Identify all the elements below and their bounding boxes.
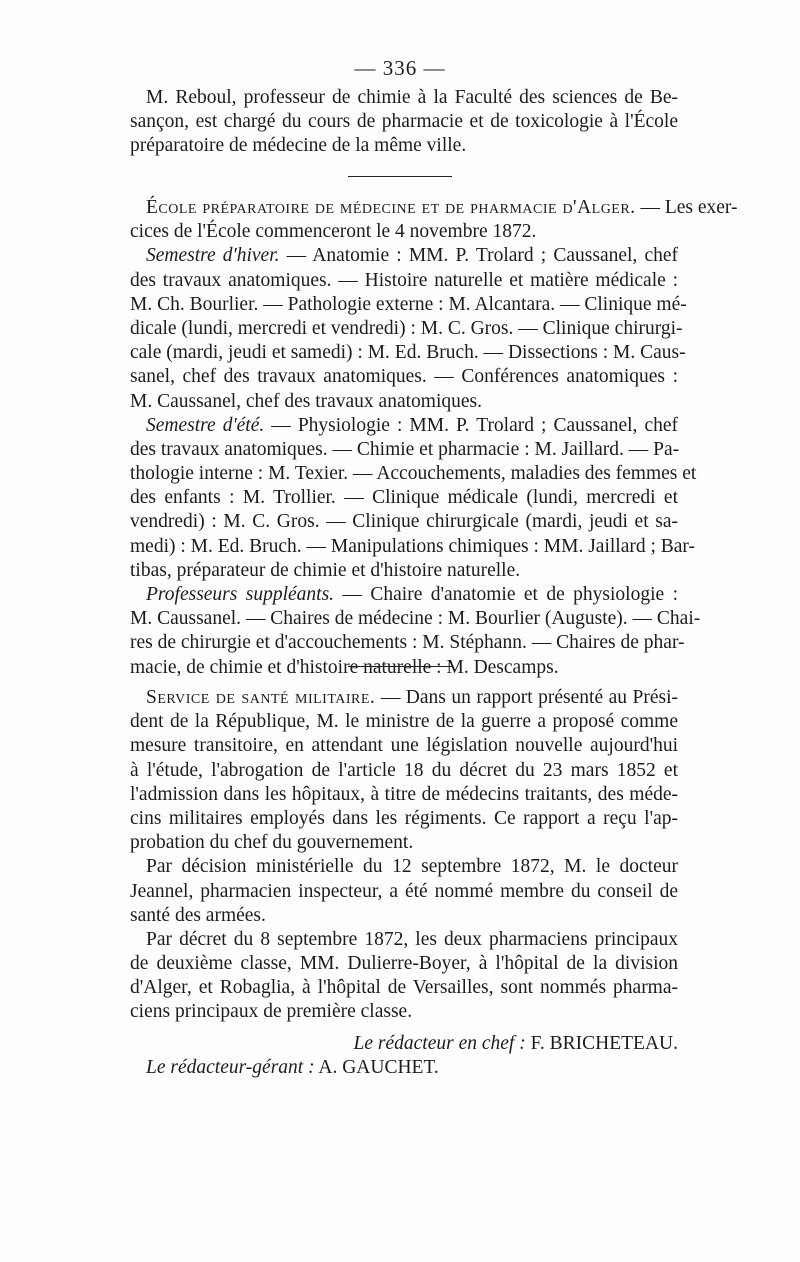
section-divider [348,666,452,667]
text-line: d'Alger, et Robaglia, à l'hôpital de Versailles, sont nommés pharma- [130,977,678,999]
signature-redacteur-en-chef [354,1033,678,1055]
semestre-ete-label: Semestre d'été. [146,414,265,436]
text-line: sanel, chef des travaux anatomiques. — Conférences anatomiques : [130,366,678,388]
text-line: mesure transitoire, en attendant une législation nouvelle aujourd'hui [130,735,678,757]
page-number: — 336 — [354,56,446,80]
text-line: santé des armées. [130,904,266,926]
text-line: M. Caussanel. — Chaires de médecine : M. Bourlier (Auguste). — Chai- [130,608,701,630]
text-line: Semestre d'hiver. — Anatomie : MM. P. Trolard ; Caussanel, chef [146,245,679,267]
section-heading: Service de santé militaire. [146,687,376,708]
signature-label: Le rédacteur-gérant : [146,1057,315,1078]
text-line: dent de la République, M. le ministre de la guerre a proposé comme [130,711,678,733]
text-line: sançon, est chargé du cours de pharmacie et de toxicologie à l'École [130,111,678,133]
professeurs-suppleants-label: Professeurs suppléants. [146,584,335,605]
text-line: de deuxième classe, MM. Dulierre-Boyer, à l'hôpital de la division [130,953,678,975]
section-ecole-alger [130,196,738,680]
text-line: des travaux anatomiques. — Histoire naturelle et matière médicale : [130,269,678,291]
text-line: des travaux anatomiques. — Chimie et pharmacie : M. Jaillard. — Pa- [130,438,680,460]
text-line: Semestre d'été. — Physiologie : MM. P. Trolard ; Caussanel, chef [146,414,679,436]
text-line: à l'étude, l'abrogation de l'article 18 du décret du 23 mars 1852 et [130,759,678,781]
signature-redacteur-gerant [146,1057,439,1079]
text-line: tibas, préparateur de chimie et d'histoire naturelle. [130,559,521,581]
signature-name: A. GAUCHET. [318,1057,439,1078]
semestre-hiver-label: Semestre d'hiver. [146,245,280,267]
text-line: Jeannel, pharmacien inspecteur, a été nommé membre du conseil de [130,880,678,902]
text-line: macie, de chimie et d'histoire naturelle : M. Descamps. [130,656,559,678]
text-line: probation du chef du gouvernement. [130,832,414,854]
text-line: ciens principaux de première classe. [130,1001,413,1023]
text-line: cins militaires employés dans les régiments. Ce rapport a reçu l'ap- [130,807,678,829]
text-line: M. Reboul, professeur de chimie à la Faculté des sciences de Be- [146,87,678,108]
text-line: préparatoire de médecine de la même ville. [130,135,467,157]
text-line: vendredi) : M. C. Gros. — Clinique chirurgicale (mardi, jeudi et sa- [130,511,678,533]
text-line: Service de santé militaire. — Dans un rapport présenté au Prési- [146,687,679,708]
text-line: M. Caussanel, chef des travaux anatomiques. [130,390,482,412]
text-line: Par décret du 8 septembre 1872, les deux pharmaciens principaux [146,928,678,950]
text-line: cale (mardi, jeudi et samedi) : M. Ed. Bruch. — Dissections : M. Caus- [130,342,686,364]
section-sante-militaire [130,686,678,1025]
text-line: l'admission dans les hôpitaux, à titre de médecins traitants, des méde- [130,783,678,805]
text-line: res de chirurgie et d'accouchements : M. Stéphann. — Chaires de phar- [130,632,685,654]
text-line: École préparatoire de médecine et de pharmacie d'Alger. — Les exer- [146,197,738,218]
section-heading: École préparatoire de médecine et de pharmacie d'Alger. [146,197,636,218]
text-line: M. Ch. Bourlier. — Pathologie externe : M. Alcantara. — Clinique mé- [130,293,687,315]
text-line: medi) : M. Ed. Bruch. — Manipulations chimiques : MM. Jaillard ; Bar- [130,535,696,557]
text-line: des enfants : M. Trollier. — Clinique médicale (lundi, mercredi et [130,487,678,509]
signature-name: F. BRICHETEAU. [530,1033,678,1054]
text-line: thologie interne : M. Texier. — Accouchements, maladies des femmes et [130,463,697,485]
text-line: dicale (lundi, mercredi et vendredi) : M. C. Gros. — Clinique chirurgi- [130,317,683,339]
text-line: Par décision ministérielle du 12 septembre 1872, M. le docteur [146,856,678,878]
section-divider [348,176,452,177]
text-line: Professeurs suppléants. — Chaire d'anatomie et de physiologie : [146,584,678,605]
text-line: cices de l'École commenceront le 4 novembre 1872. [130,221,537,243]
signature-label: Le rédacteur en chef : [353,1033,526,1054]
paragraph-reboul [130,86,678,159]
